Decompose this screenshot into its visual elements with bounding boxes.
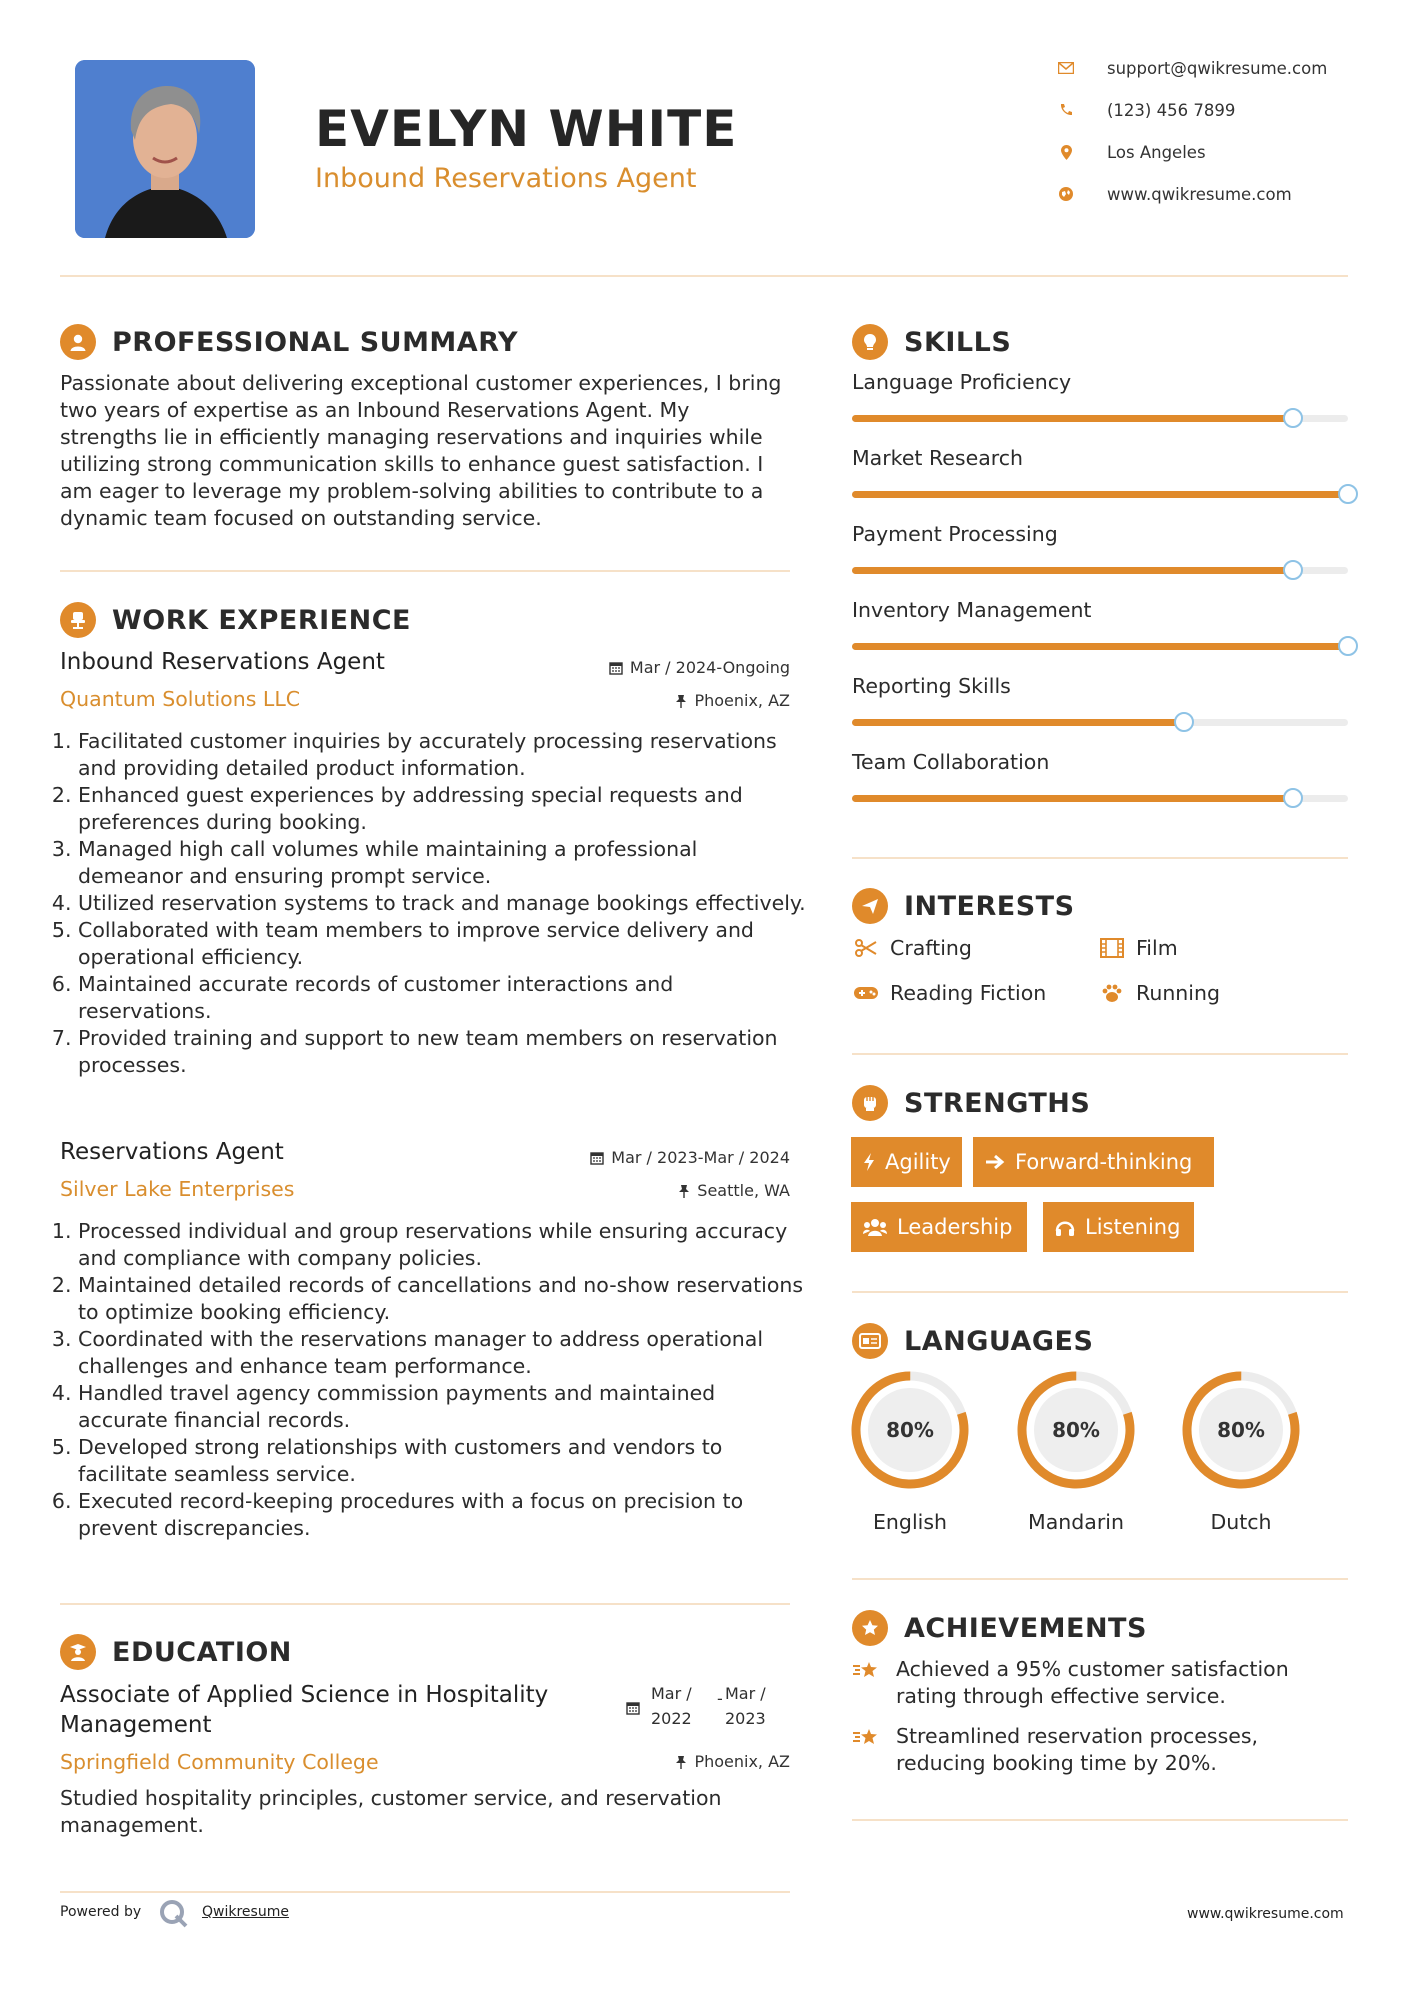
skill-bar-fill xyxy=(852,567,1293,574)
interest-label: Film xyxy=(1136,936,1178,960)
paw-icon xyxy=(1098,983,1126,1003)
skill-bar-knob xyxy=(1338,636,1358,656)
edu-start-month: Mar / xyxy=(651,1684,692,1703)
degree-title: Associate of Applied Science in Hospitality Management xyxy=(60,1682,549,1738)
strengths-divider xyxy=(852,1291,1348,1293)
star-badge-icon xyxy=(852,1610,888,1646)
language-percent: 80% xyxy=(886,1418,934,1442)
interest-crafting xyxy=(852,936,972,960)
interest-running xyxy=(1098,981,1220,1005)
user-icon xyxy=(60,324,96,360)
summary-divider xyxy=(60,570,790,572)
candidate-title: Inbound Reservations Agent xyxy=(315,163,697,194)
interests-heading-label: INTERESTS xyxy=(904,890,1075,922)
skill-bar-knob xyxy=(1283,560,1303,580)
candidate-name: EVELYN WHITE xyxy=(315,100,738,158)
paper-plane-icon xyxy=(852,888,888,924)
powered-by-text: Powered by xyxy=(60,1904,142,1920)
skill-label: Inventory Management xyxy=(852,598,1092,622)
list-item: 4. Handled travel agency commission payments and maintained accurate financial records. xyxy=(78,1380,808,1434)
qwikresume-link[interactable]: Qwikresume xyxy=(202,1904,289,1920)
skill-label: Reporting Skills xyxy=(852,674,1011,698)
list-item: 5. Developed strong relationships with customers and vendors to facilitate seamless service. xyxy=(78,1434,808,1488)
contact-phone-text: (123) 456 7899 xyxy=(1107,100,1236,120)
skill-bar xyxy=(852,643,1348,650)
list-item: 2. Enhanced guest experiences by addressing special requests and preferences during booking. xyxy=(78,782,808,836)
pushpin-icon xyxy=(678,1184,690,1198)
shooting-star-icon xyxy=(852,1656,882,1710)
list-item: 6. Maintained accurate records of customer interactions and reservations. xyxy=(78,971,808,1025)
job-title: Inbound Reservations Agent xyxy=(60,649,385,675)
job-location-text: Seattle, WA xyxy=(697,1181,790,1200)
skill-label: Market Research xyxy=(852,446,1024,470)
experience-heading-label: WORK EXPERIENCE xyxy=(112,604,411,636)
skill-bar-fill xyxy=(852,719,1184,726)
skill-label: Payment Processing xyxy=(852,522,1058,546)
skills-heading xyxy=(852,324,1011,360)
languages-divider xyxy=(852,1578,1348,1580)
education-date xyxy=(626,1684,791,1732)
footer-divider xyxy=(60,1891,790,1893)
skill-bar xyxy=(852,719,1348,726)
job-title: Reservations Agent xyxy=(60,1139,284,1165)
calendar-icon xyxy=(609,661,623,675)
users-icon xyxy=(863,1218,887,1236)
skill-bar xyxy=(852,567,1348,574)
edu-date-separator: - xyxy=(717,1689,723,1708)
job-date xyxy=(590,1148,790,1167)
calendar-icon xyxy=(626,1701,640,1715)
achievements-divider xyxy=(852,1819,1348,1821)
interest-film xyxy=(1098,936,1178,960)
headphones-icon xyxy=(1055,1218,1075,1236)
location-pin-icon xyxy=(1055,142,1077,162)
interest-label: Crafting xyxy=(890,936,972,960)
education-description: Studied hospitality principles, customer service, and reservation management. xyxy=(60,1786,722,1837)
footer-url[interactable]: www.qwikresume.com xyxy=(1187,1906,1344,1922)
list-item: 7. Provided training and support to new team members on reservation processes. xyxy=(78,1025,808,1079)
fist-icon xyxy=(852,1085,888,1121)
contact-email-text: support@qwikresume.com xyxy=(1107,58,1328,78)
strength-label: Agility xyxy=(885,1150,951,1174)
contact-website[interactable] xyxy=(1055,184,1292,204)
interest-reading-fiction xyxy=(852,981,1046,1005)
skills-divider xyxy=(852,857,1348,859)
education-heading xyxy=(60,1634,292,1670)
languages-heading-label: LANGUAGES xyxy=(904,1325,1094,1357)
languages-heading xyxy=(852,1323,1093,1359)
gamepad-icon xyxy=(852,985,880,1001)
language-name: English xyxy=(872,1510,948,1534)
list-item: 3. Coordinated with the reservations manager to address operational challenges and enhance team performance. xyxy=(78,1326,808,1380)
header-divider xyxy=(60,275,1348,277)
pushpin-icon xyxy=(675,694,687,708)
contact-location-text: Los Angeles xyxy=(1107,142,1206,162)
achievements-heading xyxy=(852,1610,1147,1646)
strength-tag-agility xyxy=(851,1137,962,1187)
skill-bar-fill xyxy=(852,415,1293,422)
skills-heading-label: SKILLS xyxy=(904,326,1012,358)
skill-bar xyxy=(852,795,1348,802)
language-item xyxy=(1178,1370,1304,1534)
interest-label: Running xyxy=(1136,981,1221,1005)
education-location-text: Phoenix, AZ xyxy=(694,1752,790,1771)
achievement-item xyxy=(852,1723,1316,1777)
strengths-heading-label: STRENGTHS xyxy=(904,1087,1091,1119)
job-location-text: Phoenix, AZ xyxy=(694,691,790,710)
job-location xyxy=(678,1181,790,1200)
skill-bar-knob xyxy=(1283,788,1303,808)
edu-start-year: 2022 xyxy=(651,1709,692,1728)
skill-bar xyxy=(852,491,1348,498)
chair-icon xyxy=(60,602,96,638)
strength-label: Listening xyxy=(1085,1215,1181,1239)
language-ring xyxy=(850,1370,970,1490)
skill-bar xyxy=(852,415,1348,422)
job-date-text: Mar / 2023-Mar / 2024 xyxy=(611,1148,790,1167)
language-percent: 80% xyxy=(1217,1418,1265,1442)
contact-phone[interactable] xyxy=(1055,100,1235,120)
list-item: 1. Processed individual and group reservations while ensuring accuracy and compliance with company policies. xyxy=(78,1218,808,1272)
edu-end-month: Mar / xyxy=(725,1684,766,1703)
contact-location xyxy=(1055,142,1206,162)
shooting-star-icon xyxy=(852,1723,882,1777)
language-item xyxy=(847,1370,973,1534)
experience-divider xyxy=(60,1603,790,1605)
list-item: 6. Executed record-keeping procedures with a focus on precision to prevent discrepancies. xyxy=(78,1488,808,1542)
list-item: 4. Utilized reservation systems to track and manage bookings effectively. xyxy=(78,890,808,917)
job-date-text: Mar / 2024-Ongoing xyxy=(629,658,790,677)
qwikresume-logo-icon xyxy=(158,1898,190,1932)
education-heading-label: EDUCATION xyxy=(112,1636,292,1668)
graduate-icon xyxy=(60,1634,96,1670)
profile-photo xyxy=(75,60,255,238)
language-percent: 80% xyxy=(1052,1418,1100,1442)
skill-bar-fill xyxy=(852,491,1348,498)
achievement-text: Streamlined reservation processes, reducing booking time by 20%. xyxy=(896,1724,1259,1775)
arrow-right-icon xyxy=(985,1154,1005,1170)
language-ring xyxy=(1181,1370,1301,1490)
job-bullets xyxy=(60,1218,808,1542)
lightbulb-icon xyxy=(852,324,888,360)
achievement-text: Achieved a 95% customer satisfaction rating through effective service. xyxy=(896,1657,1289,1708)
job-location xyxy=(675,691,790,710)
company-name: Silver Lake Enterprises xyxy=(60,1177,295,1201)
strength-tag-leadership xyxy=(851,1202,1027,1252)
bolt-icon xyxy=(863,1153,875,1171)
globe-icon xyxy=(1055,184,1077,204)
pushpin-icon xyxy=(675,1755,687,1769)
education-location xyxy=(675,1752,790,1771)
email-icon xyxy=(1055,58,1077,78)
skill-bar-knob xyxy=(1338,484,1358,504)
strength-tag-forward-thinking xyxy=(973,1137,1214,1187)
list-item: 2. Maintained detailed records of cancellations and no-show reservations to optimize booking efficiency. xyxy=(78,1272,808,1326)
strengths-heading xyxy=(852,1085,1090,1121)
calendar-icon xyxy=(590,1151,604,1165)
id-card-icon xyxy=(852,1323,888,1359)
language-item xyxy=(1013,1370,1139,1534)
list-item: 1. Facilitated customer inquiries by accurately processing reservations and providing detailed product information. xyxy=(78,728,808,782)
strength-label: Leadership xyxy=(897,1215,1013,1239)
achievements-heading-label: ACHIEVEMENTS xyxy=(904,1612,1147,1644)
job-date xyxy=(609,658,790,677)
interests-divider xyxy=(852,1053,1348,1055)
film-icon xyxy=(1098,938,1126,958)
achievement-item xyxy=(852,1656,1316,1710)
edu-end-year: 2023 xyxy=(725,1709,766,1728)
phone-icon xyxy=(1055,100,1077,120)
contact-website-text: www.qwikresume.com xyxy=(1107,184,1292,204)
experience-heading xyxy=(60,602,411,638)
language-name: Dutch xyxy=(1210,1510,1272,1534)
skill-bar-knob xyxy=(1283,408,1303,428)
contact-email[interactable] xyxy=(1055,58,1327,78)
interest-label: Reading Fiction xyxy=(890,981,1047,1005)
scissors-icon xyxy=(852,939,880,957)
summary-text: Passionate about delivering exceptional customer experiences, I bring two years of expertise as an Inbound Reservations Agent. My strengths lie in efficiently managing reservations and inquiries while utilizing strong communication skills to enhance guest satisfaction. I am eager to leverage my problem-solving abilities to contribute to a dynamic team focused on outstanding service. xyxy=(60,371,782,530)
company-name: Quantum Solutions LLC xyxy=(60,687,301,711)
language-name: Mandarin xyxy=(1028,1510,1124,1534)
language-ring xyxy=(1016,1370,1136,1490)
school-name: Springfield Community College xyxy=(60,1750,379,1774)
summary-heading-label: PROFESSIONAL SUMMARY xyxy=(112,326,519,358)
skill-label: Language Proficiency xyxy=(852,370,1072,394)
skill-label: Team Collaboration xyxy=(852,750,1050,774)
skill-bar-knob xyxy=(1174,712,1194,732)
job-bullets xyxy=(60,728,808,1079)
strength-label: Forward-thinking xyxy=(1015,1150,1193,1174)
skill-bar-fill xyxy=(852,795,1293,802)
skill-bar-fill xyxy=(852,643,1348,650)
summary-heading xyxy=(60,324,518,360)
list-item: 3. Managed high call volumes while maintaining a professional demeanor and ensuring prompt service. xyxy=(78,836,808,890)
strength-tag-listening xyxy=(1043,1202,1194,1252)
interests-heading xyxy=(852,888,1075,924)
list-item: 5. Collaborated with team members to improve service delivery and operational efficiency. xyxy=(78,917,808,971)
